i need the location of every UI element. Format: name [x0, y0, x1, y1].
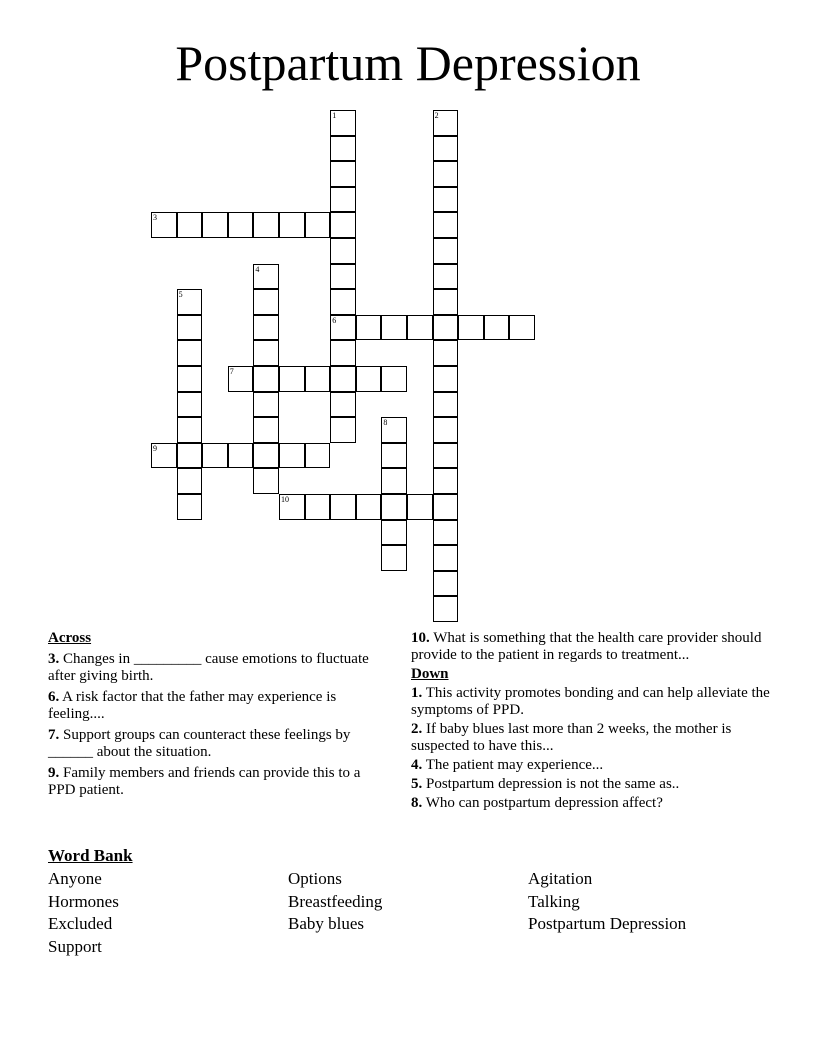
crossword-cell[interactable]: [433, 366, 459, 392]
clue-text: What is something that the health care provider should provide to the patient in regards to treatment...: [411, 630, 762, 663]
crossword-cell[interactable]: [177, 392, 203, 418]
crossword-cell[interactable]: [433, 571, 459, 597]
crossword-cell[interactable]: [253, 392, 279, 418]
crossword-cell[interactable]: [433, 315, 459, 341]
crossword-cell[interactable]: [177, 212, 203, 238]
crossword-cell[interactable]: [356, 494, 382, 520]
crossword-cell[interactable]: [433, 187, 459, 213]
crossword-cell[interactable]: [381, 545, 407, 571]
across-clue: [411, 630, 771, 664]
crossword-cell[interactable]: [330, 161, 356, 187]
crossword-cell[interactable]: [330, 289, 356, 315]
crossword-cell[interactable]: [177, 315, 203, 341]
word-bank-title: Word Bank: [48, 846, 133, 865]
cell-number: 2: [434, 111, 439, 120]
crossword-cell[interactable]: [177, 340, 203, 366]
crossword-cell[interactable]: [433, 110, 459, 136]
crossword-cell[interactable]: [330, 264, 356, 290]
crossword-cell[interactable]: [253, 289, 279, 315]
crossword-cell[interactable]: [381, 520, 407, 546]
clue-number: 6.: [48, 689, 60, 705]
clue-number: 9.: [48, 765, 60, 781]
crossword-cell[interactable]: [228, 212, 254, 238]
down-clue: [411, 685, 771, 719]
word-bank-item: Anyone: [48, 869, 102, 888]
page-title: Postpartum Depression: [175, 35, 641, 91]
crossword-cell[interactable]: [305, 212, 331, 238]
crossword-cell[interactable]: [356, 366, 382, 392]
crossword-cell[interactable]: [433, 443, 459, 469]
clue-text: A risk factor that the father may experience is feeling....: [48, 689, 337, 722]
crossword-cell[interactable]: [253, 468, 279, 494]
crossword-cell[interactable]: [433, 289, 459, 315]
crossword-cell[interactable]: [177, 494, 203, 520]
cell-number: 3: [153, 213, 157, 223]
crossword-cell[interactable]: [279, 443, 305, 469]
across-clues: [48, 630, 380, 803]
across-clue: [48, 651, 380, 685]
clue-text: Postpartum depression is not the same as..: [422, 776, 680, 792]
word-bank-item: Options: [288, 869, 342, 888]
down-heading: Down: [411, 666, 449, 682]
crossword-cell[interactable]: [330, 315, 356, 341]
clue-text: Who can postpartum depression affect?: [422, 795, 663, 811]
word-bank-item: Support: [48, 936, 102, 956]
crossword-cell[interactable]: [381, 443, 407, 469]
crossword-cell[interactable]: [253, 443, 279, 469]
crossword-cell[interactable]: [407, 494, 433, 520]
crossword-cell[interactable]: [381, 417, 407, 443]
clue-text: Changes in _________ cause emotions to fluctuate after giving birth.: [48, 651, 369, 684]
crossword-cell[interactable]: [433, 520, 459, 546]
down-clue: [411, 757, 771, 774]
clue-text: This activity promotes bonding and can help alleviate the symptoms of PPD.: [411, 685, 770, 718]
crossword-cell[interactable]: [433, 264, 459, 290]
clues-right-column: [411, 630, 771, 814]
down-clue: [411, 721, 771, 755]
down-clue: [411, 776, 771, 793]
crossword-cell[interactable]: [151, 212, 177, 238]
crossword-cell[interactable]: [381, 468, 407, 494]
crossword-cell[interactable]: [381, 315, 407, 341]
crossword-cell[interactable]: [330, 212, 356, 238]
crossword-cell[interactable]: [330, 136, 356, 162]
crossword-cell[interactable]: [228, 443, 254, 469]
crossword-cell[interactable]: [177, 366, 203, 392]
crossword-cell[interactable]: [381, 366, 407, 392]
crossword-cell[interactable]: [381, 494, 407, 520]
word-bank-item: Postpartum Depression: [528, 914, 687, 934]
clue-number: 7.: [48, 727, 60, 743]
crossword-cell[interactable]: [433, 417, 459, 443]
crossword-cell[interactable]: [253, 366, 279, 392]
crossword-cell[interactable]: [305, 443, 331, 469]
crossword-cell[interactable]: [253, 212, 279, 238]
clue-text: If baby blues last more than 2 weeks, the mother is suspected to have this...: [411, 721, 732, 754]
crossword-cell[interactable]: [330, 366, 356, 392]
crossword-cell[interactable]: [484, 315, 510, 341]
crossword-cell[interactable]: [407, 315, 433, 341]
crossword-cell[interactable]: [177, 443, 203, 469]
clue-number: 2.: [411, 721, 423, 737]
crossword-cell[interactable]: [279, 212, 305, 238]
clue-text: Support groups can counteract these feelings by ______ about the situation.: [48, 727, 351, 760]
crossword-cell[interactable]: [330, 238, 356, 264]
cell-number: 1: [332, 111, 337, 120]
crossword-cell[interactable]: [305, 366, 331, 392]
crossword-cell[interactable]: [177, 289, 203, 315]
crossword-cell[interactable]: [330, 187, 356, 213]
crossword-cell[interactable]: [228, 366, 254, 392]
crossword-cell[interactable]: [356, 315, 382, 341]
crossword-cell[interactable]: [202, 212, 228, 238]
cell-number: 10: [281, 495, 289, 504]
cell-number: 5: [178, 290, 183, 300]
crossword-cell[interactable]: [433, 468, 459, 494]
word-bank-item: Hormones: [48, 891, 119, 911]
crossword-cell[interactable]: [509, 315, 535, 341]
word-bank-item: Excluded: [48, 914, 113, 934]
crossword-cell[interactable]: [433, 238, 459, 264]
crossword-cell[interactable]: [253, 340, 279, 366]
crossword-cell[interactable]: [330, 110, 356, 136]
word-bank-item: Agitation: [528, 869, 593, 888]
crossword-cell[interactable]: [253, 315, 279, 341]
crossword-cell[interactable]: [433, 340, 459, 366]
crossword-cell[interactable]: [433, 136, 459, 162]
crossword-cell[interactable]: [330, 392, 356, 418]
crossword-cell[interactable]: [433, 212, 459, 238]
crossword-cell[interactable]: [253, 264, 279, 290]
crossword-cell[interactable]: [202, 443, 228, 469]
cell-number: 8: [383, 418, 388, 428]
cell-number: 9: [153, 443, 157, 453]
crossword-cell[interactable]: [433, 545, 459, 571]
clue-text: Family members and friends can provide this to a PPD patient.: [48, 765, 361, 798]
word-bank-item: Breastfeeding: [288, 891, 383, 911]
across-clue: [48, 689, 380, 723]
crossword-cell[interactable]: [177, 468, 203, 494]
crossword-cell[interactable]: [253, 417, 279, 443]
crossword-cell[interactable]: [151, 443, 177, 469]
crossword-cell[interactable]: [330, 417, 356, 443]
crossword-cell[interactable]: [279, 366, 305, 392]
clue-number: 3.: [48, 651, 60, 667]
across-clue: [48, 765, 380, 799]
crossword-cell[interactable]: [330, 340, 356, 366]
crossword-cell[interactable]: [433, 596, 459, 622]
clue-number: 10.: [411, 630, 430, 646]
cell-number: 6: [332, 315, 337, 325]
crossword-cell[interactable]: [177, 417, 203, 443]
clue-number: 1.: [411, 685, 423, 701]
clue-number: 4.: [411, 757, 423, 773]
crossword-cell[interactable]: [305, 494, 331, 520]
crossword-cell[interactable]: [433, 494, 459, 520]
word-bank: [48, 846, 788, 958]
cell-number: 4: [255, 264, 260, 274]
word-bank-item: Talking: [528, 891, 580, 911]
crossword-cell[interactable]: [433, 392, 459, 418]
across-clue: [48, 727, 380, 761]
clue-number: 5.: [411, 776, 423, 792]
down-clue: [411, 795, 771, 812]
crossword-cell[interactable]: [433, 161, 459, 187]
word-bank-item: Baby blues: [288, 914, 365, 934]
clue-number: 8.: [411, 795, 423, 811]
crossword-cell[interactable]: [330, 494, 356, 520]
crossword-cell[interactable]: [279, 494, 305, 520]
across-heading: Across: [48, 630, 92, 646]
cell-number: 7: [229, 367, 234, 376]
clue-text: The patient may experience...: [422, 757, 604, 773]
crossword-cell[interactable]: [458, 315, 484, 341]
